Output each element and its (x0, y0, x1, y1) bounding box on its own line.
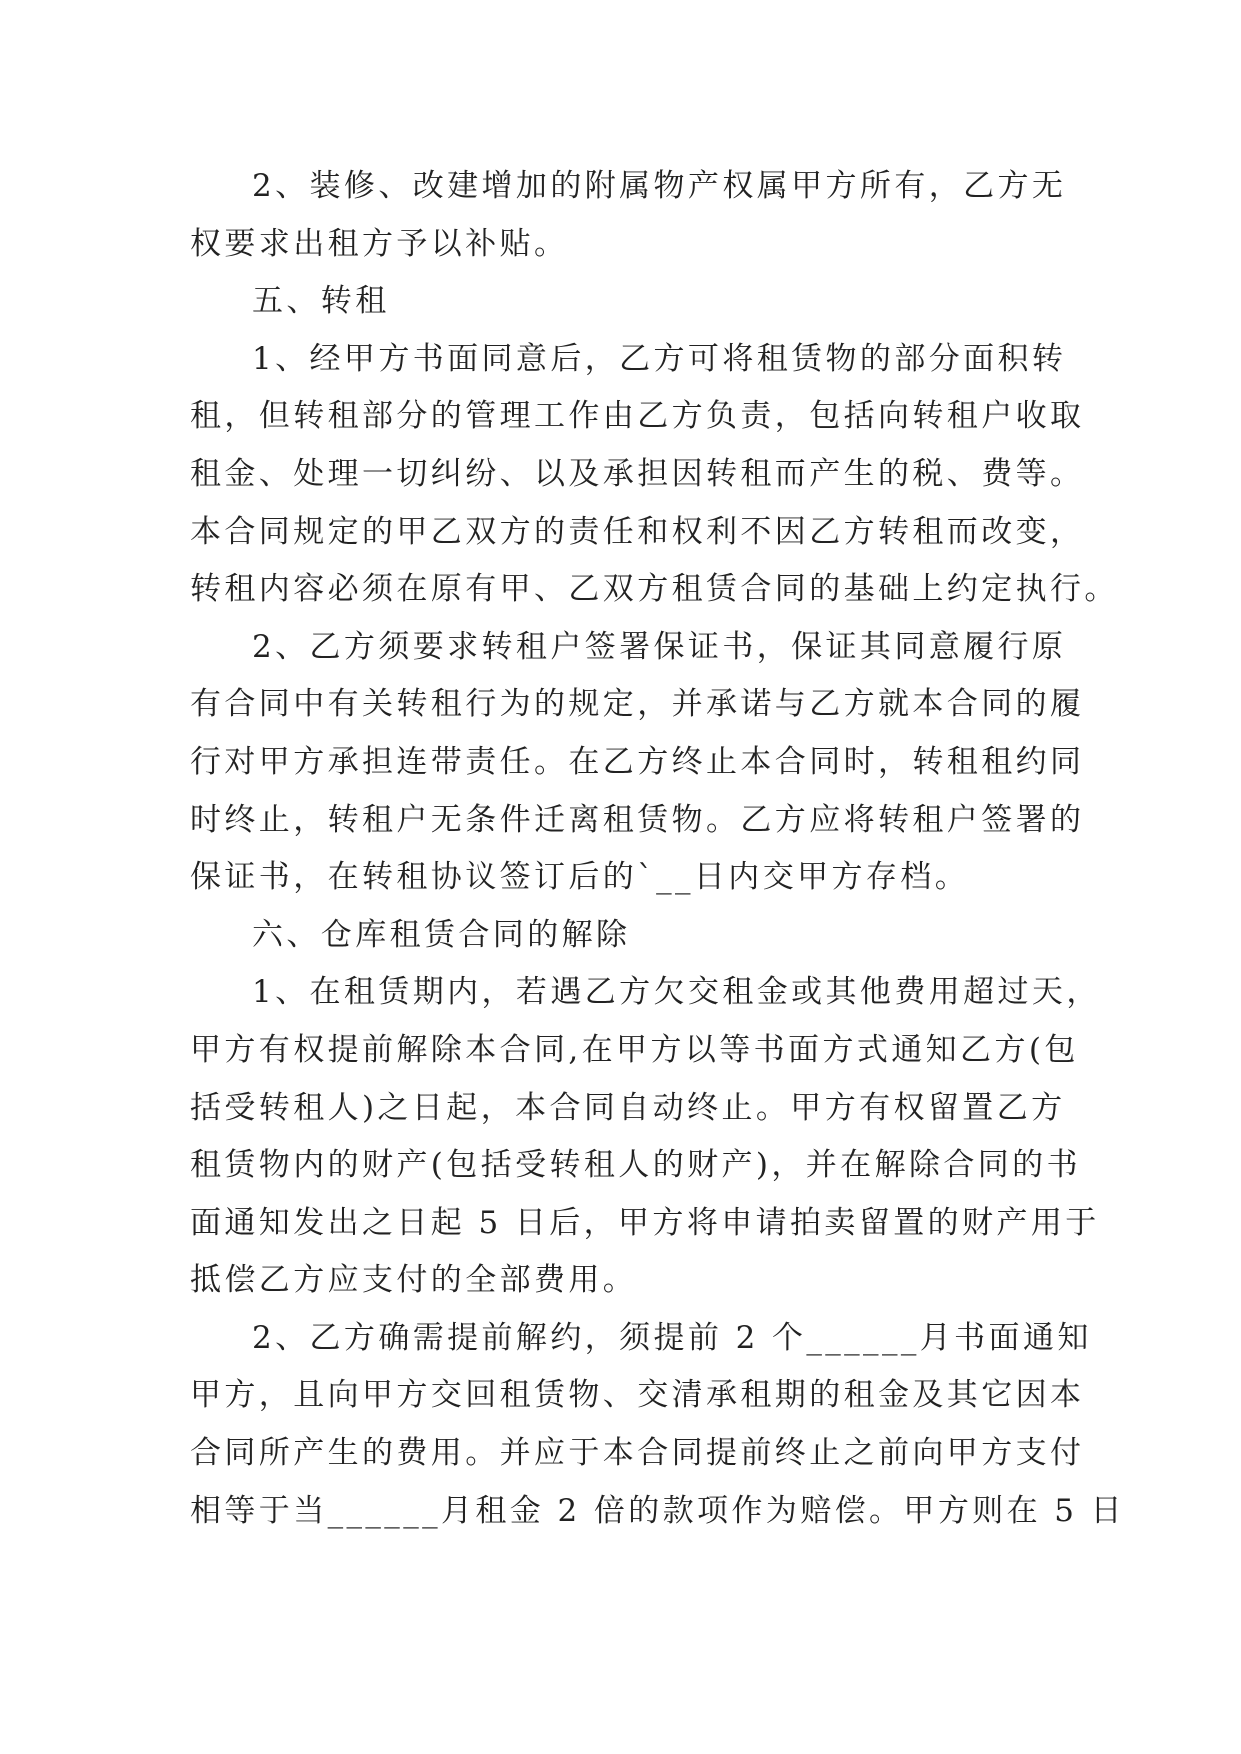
text-line: 权要求出租方予以补贴。 (190, 225, 569, 262)
text-line: 租金、处理一切纠纷、以及承担因转租而产生的税、费等。 (190, 455, 1085, 492)
section-heading: 六、仓库租赁合同的解除 (252, 916, 631, 953)
paragraph-fixtures-ownership (190, 158, 1070, 273)
text-line: 租，但转租部分的管理工作由乙方负责，包括向转租户收取 (190, 398, 1085, 435)
text-line: 行对甲方承担连带责任。在乙方终止本合同时，转租租约同 (190, 743, 1085, 780)
text-line: 甲方有权提前解除本合同,在甲方以等书面方式通知乙方(包 (190, 1031, 1079, 1068)
text-line: 租赁物内的财产(包括受转租人的财产)，并在解除合同的书 (190, 1147, 1081, 1184)
paragraph-termination-arrears (190, 964, 1101, 1310)
text-line: 相等于当______月租金 2 倍的款项作为赔偿。甲方则在 5 日 (190, 1492, 1126, 1529)
text-line: 时终止，转租户无条件迁离租赁物。乙方应将转租户签署的 (190, 801, 1085, 838)
text-line: 转租内容必须在原有甲、乙双方租赁合同的基础上约定执行。 (190, 571, 1119, 608)
text-line: 2、乙方须要求转租户签署保证书，保证其同意履行原 (252, 628, 1067, 665)
document-body (190, 158, 1126, 1540)
text-line: 面通知发出之日起 5 日后，甲方将申请拍卖留置的财产用于 (190, 1204, 1100, 1241)
text-line: 有合同中有关转租行为的规定，并承诺与乙方就本合同的履 (190, 686, 1085, 723)
text-line: 合同所产生的费用。并应于本合同提前终止之前向甲方支付 (190, 1435, 1085, 1472)
paragraph-early-termination (190, 1310, 1126, 1540)
text-line: 本合同规定的甲乙双方的责任和权利不因乙方转租而改变， (190, 513, 1085, 550)
paragraph-sublease-guarantee (190, 619, 1085, 907)
text-line: 保证书，在转租协议签订后的`__日内交甲方存档。 (190, 859, 970, 896)
paragraph-sublease-consent (190, 331, 1119, 619)
section-heading-termination (190, 907, 1070, 965)
text-line: 2、乙方确需提前解约，须提前 2 个______月书面通知 (252, 1319, 1092, 1356)
text-line: 括受转租人)之日起，本合同自动终止。甲方有权留置乙方 (190, 1089, 1066, 1126)
section-heading-sublease (190, 273, 1070, 331)
section-heading: 五、转租 (252, 283, 390, 320)
text-line: 1、经甲方书面同意后，乙方可将租赁物的部分面积转 (252, 340, 1067, 377)
text-line: 1、在租赁期内，若遇乙方欠交租金或其他费用超过天， (252, 974, 1101, 1011)
text-line: 抵偿乙方应支付的全部费用。 (190, 1262, 638, 1299)
text-line: 2、装修、改建增加的附属物产权属甲方所有，乙方无 (252, 168, 1067, 204)
text-line: 甲方，且向甲方交回租赁物、交清承租期的租金及其它因本 (190, 1377, 1085, 1414)
